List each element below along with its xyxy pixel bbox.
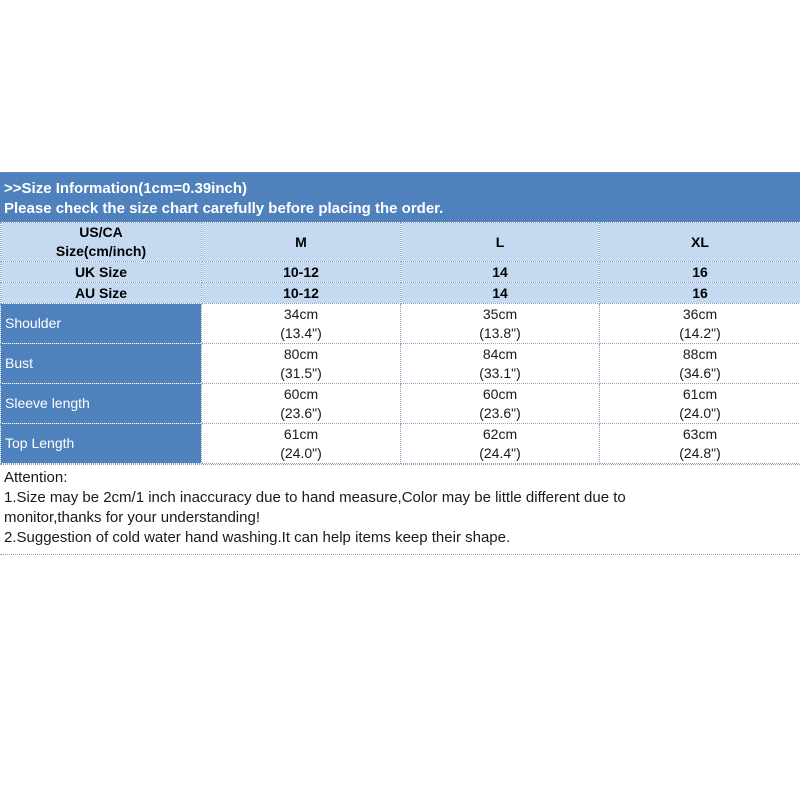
uk-size-row bbox=[1, 262, 800, 283]
size-info-instruction: Please check the size chart carefully before placing the order. bbox=[4, 200, 444, 217]
measurement-cell bbox=[202, 384, 401, 424]
measurement-cell bbox=[401, 384, 600, 424]
measurement-label: Sleeve length bbox=[1, 384, 202, 424]
size-col-xl: XL bbox=[600, 223, 800, 262]
cm-value: 60cm bbox=[482, 385, 518, 402]
size-header-row bbox=[1, 223, 800, 262]
inch-value: (31.5") bbox=[280, 364, 322, 381]
notes-line: 2.Suggestion of cold water hand washing.It can help items keep their shape. bbox=[4, 529, 511, 546]
measurement-cell bbox=[600, 304, 800, 344]
au-size-label: AU Size bbox=[1, 283, 202, 304]
uk-size-m: 10-12 bbox=[202, 262, 401, 283]
cm-value: 88cm bbox=[682, 345, 718, 362]
measurement-cell bbox=[401, 304, 600, 344]
measurement-cell bbox=[401, 424, 600, 464]
size-info-header bbox=[0, 172, 800, 222]
size-header-label-line2: Size(cm/inch) bbox=[55, 243, 147, 259]
measurement-label: Bust bbox=[1, 344, 202, 384]
measurement-label: Top Length bbox=[1, 424, 202, 464]
size-info-title: >>Size Information(1cm=0.39inch) bbox=[4, 180, 247, 197]
inch-value: (13.8") bbox=[479, 324, 521, 341]
uk-size-xl: 16 bbox=[600, 262, 800, 283]
size-col-m: M bbox=[202, 223, 401, 262]
table-row bbox=[1, 424, 800, 464]
measurement-cell bbox=[202, 344, 401, 384]
cm-value: 61cm bbox=[283, 425, 319, 442]
au-size-l: 14 bbox=[401, 283, 600, 304]
cm-value: 62cm bbox=[482, 425, 518, 442]
cm-value: 34cm bbox=[283, 305, 319, 322]
table-row bbox=[1, 384, 800, 424]
table-row bbox=[1, 344, 800, 384]
measurement-cell bbox=[600, 384, 800, 424]
size-header-label-line1: US/CA bbox=[79, 224, 123, 240]
au-size-m: 10-12 bbox=[202, 283, 401, 304]
cm-value: 80cm bbox=[283, 345, 319, 362]
cm-value: 84cm bbox=[482, 345, 518, 362]
measurement-cell bbox=[600, 424, 800, 464]
measurement-label: Shoulder bbox=[1, 304, 202, 344]
table-row bbox=[1, 304, 800, 344]
inch-value: (34.6") bbox=[679, 364, 721, 381]
measurement-cell bbox=[401, 344, 600, 384]
measurement-cell bbox=[202, 304, 401, 344]
notes-line: 1.Size may be 2cm/1 inch inaccuracy due to hand measure,Color may be little different due to bbox=[4, 489, 626, 506]
au-size-xl: 16 bbox=[600, 283, 800, 304]
size-chart bbox=[0, 172, 800, 555]
size-table bbox=[0, 222, 800, 464]
uk-size-l: 14 bbox=[401, 262, 600, 283]
inch-value: (24.0") bbox=[679, 404, 721, 421]
inch-value: (24.0") bbox=[280, 444, 322, 461]
cm-value: 61cm bbox=[682, 385, 718, 402]
inch-value: (24.8") bbox=[679, 444, 721, 461]
inch-value: (24.4") bbox=[479, 444, 521, 461]
inch-value: (14.2") bbox=[679, 324, 721, 341]
notes-line: monitor,thanks for your understanding! bbox=[4, 509, 260, 526]
cm-value: 60cm bbox=[283, 385, 319, 402]
measurement-cell bbox=[600, 344, 800, 384]
inch-value: (33.1") bbox=[479, 364, 521, 381]
measurement-cell bbox=[202, 424, 401, 464]
size-header-label bbox=[1, 223, 202, 262]
inch-value: (23.6") bbox=[479, 404, 521, 421]
cm-value: 63cm bbox=[682, 425, 718, 442]
cm-value: 36cm bbox=[682, 305, 718, 322]
au-size-row bbox=[1, 283, 800, 304]
size-col-l: L bbox=[401, 223, 600, 262]
inch-value: (13.4") bbox=[280, 324, 322, 341]
notes-title: Attention: bbox=[4, 469, 68, 486]
uk-size-label: UK Size bbox=[1, 262, 202, 283]
cm-value: 35cm bbox=[482, 305, 518, 322]
inch-value: (23.6") bbox=[280, 404, 322, 421]
attention-notes bbox=[0, 464, 800, 555]
